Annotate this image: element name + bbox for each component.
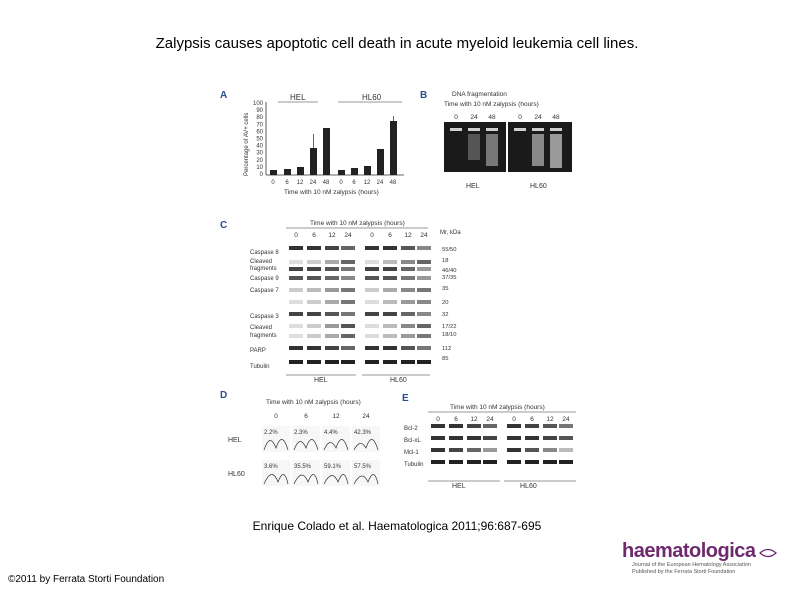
panel-c-mw-label: 20: [442, 300, 449, 306]
panel-d-histograms: [228, 426, 380, 486]
logo-mark-icon: [758, 546, 778, 560]
panel-c-band: [341, 334, 355, 338]
panel-c-row-label: Caspase 7: [250, 288, 279, 294]
panel-c-mw-label: 35: [442, 286, 449, 292]
panel-e-band: [525, 448, 539, 452]
panel-c-mw-label: 37/35: [442, 275, 457, 281]
panel-c-mw-label: 18/10: [442, 332, 457, 338]
panel-c-band: [289, 300, 303, 304]
panel-c-band: [341, 324, 355, 328]
panel-b-lane-label: 0: [454, 114, 458, 121]
panel-a-xtick: 48: [389, 180, 397, 186]
panel-e-band: [467, 448, 481, 452]
panel-c-band: [365, 334, 379, 338]
panel-c-letter: C: [220, 220, 228, 231]
panel-a-letter: A: [220, 90, 228, 101]
panel-b-letter: B: [420, 90, 428, 101]
panel-c-band: [289, 267, 303, 271]
panel-c-band: [401, 360, 415, 364]
panel-e-band: [559, 424, 573, 428]
panel-d-time-label: 0: [274, 413, 278, 420]
panel-a-ytick: 60: [256, 129, 263, 136]
panel-d-hl60-percent: 57.5%: [354, 464, 372, 470]
panel-c-band: [341, 260, 355, 264]
panel-c-band: [341, 300, 355, 304]
panel-c-band: [289, 324, 303, 328]
panel-e-band: [467, 424, 481, 428]
panel-e-blots: [431, 424, 573, 464]
panel-c-band: [365, 346, 379, 350]
panel-d-time-label: 6: [304, 413, 308, 420]
panel-c-band: [401, 288, 415, 292]
panel-c-band: [325, 276, 339, 280]
panel-c-row-label: Caspase 9: [250, 276, 279, 282]
panel-c-row-label: PARP: [250, 348, 266, 354]
panel-c-mw-label: 112: [442, 346, 452, 352]
panel-e-band: [431, 436, 445, 440]
panel-d-time-labels: [274, 413, 370, 420]
panel-c-band: [325, 260, 339, 264]
panel-c-band: [417, 260, 431, 264]
bar-hl60-24h: [377, 149, 384, 175]
panel-e-lane-label: 12: [470, 416, 478, 423]
panel-a-ylabel: Percentage of AV+ cells: [244, 112, 250, 176]
panel-e-row-label: Mcl-1: [404, 450, 419, 456]
panel-c-band: [341, 246, 355, 250]
panel-c-band: [325, 324, 339, 328]
panel-a-xticks: [271, 180, 397, 186]
panel-e-band: [483, 424, 497, 428]
panel-c-band: [341, 312, 355, 316]
panel-b-lane-label: 48: [488, 114, 496, 121]
panel-a-ytick: 20: [256, 157, 263, 164]
panel-c-mw-labels: [442, 247, 457, 362]
panel-b-lane-label: 0: [518, 114, 522, 121]
bar-hel-12h: [297, 167, 304, 175]
panel-e-lane-label: 12: [546, 416, 554, 423]
panel-e-band: [467, 436, 481, 440]
panel-a-xtick: 12: [296, 180, 304, 186]
panel-c-band: [325, 360, 339, 364]
panel-a-ytick: 90: [256, 108, 263, 115]
panel-e-group-hl60: HL60: [520, 483, 537, 490]
panel-e-band: [467, 460, 481, 464]
panel-c-mw-label: 46/40: [442, 268, 457, 274]
panel-c-band: [401, 324, 415, 328]
bar-hl60-48h: [390, 121, 397, 175]
panel-c-mw-label: 85: [442, 356, 449, 362]
panel-c-band: [289, 312, 303, 316]
panel-c-band: [383, 334, 397, 338]
panel-e-lane-label: 6: [530, 416, 534, 423]
panel-c-group-hel: HEL: [314, 377, 328, 384]
panel-e-lane-label: 24: [486, 416, 494, 423]
panel-a-ytick: 80: [256, 115, 263, 122]
panel-c-band: [289, 288, 303, 292]
panel-c-band: [417, 312, 431, 316]
panel-c-band: [307, 346, 321, 350]
panel-c-row-label: Cleaved: [250, 259, 273, 265]
panel-c-lane-label: 0: [294, 232, 298, 239]
panel-c-lane-label: 6: [312, 232, 316, 239]
journal-tagline: [632, 562, 782, 576]
panel-c-lane-label: 12: [328, 232, 336, 239]
journal-tagline-2: Published by the Ferrata Storti Foundation: [632, 569, 736, 575]
panel-c-lane-label: 0: [370, 232, 374, 239]
panel-e-row-label: Bcl-2: [404, 426, 418, 432]
panel-d-letter: D: [220, 390, 228, 401]
panel-e-band: [559, 460, 573, 464]
panel-e-band: [543, 424, 557, 428]
panel-c-band: [307, 246, 321, 250]
panel-c-band: [289, 246, 303, 250]
panel-e-band: [449, 460, 463, 464]
panel-c-band: [365, 267, 379, 271]
panel-c-lane-label: 6: [388, 232, 392, 239]
panel-c-band: [383, 300, 397, 304]
panel-e-band: [507, 424, 521, 428]
panel-c-band: [289, 346, 303, 350]
panel-a-xtick: 0: [339, 180, 343, 186]
panel-c-mw-label: 55/50: [442, 247, 457, 253]
bar-hl60-12h: [364, 166, 371, 175]
panel-a-ytick: 40: [256, 143, 263, 150]
panel-e-band: [449, 424, 463, 428]
panel-b-lane-label: 24: [470, 114, 478, 121]
panel-d-hl60-percent: 35.5%: [294, 464, 312, 470]
panel-d-hel-percent: 42.3%: [354, 430, 372, 436]
panel-a-group-hel: HEL: [290, 93, 306, 102]
panel-c-lane-label: 24: [344, 232, 352, 239]
panel-e-group-hel: HEL: [452, 483, 466, 490]
panel-c-band: [365, 300, 379, 304]
panel-c-mw-label: 32: [442, 312, 449, 318]
panel-c-band: [383, 267, 397, 271]
panel-c-band: [365, 276, 379, 280]
panel-c-band: [417, 267, 431, 271]
panel-c-band: [325, 312, 339, 316]
panel-c-band: [383, 312, 397, 316]
panel-c-band: [289, 260, 303, 264]
panel-b-group-hel: HEL: [466, 183, 480, 190]
panel-c-band: [341, 288, 355, 292]
panel-c-band: [341, 267, 355, 271]
panel-e-band: [507, 448, 521, 452]
panel-c-band: [383, 276, 397, 280]
panel-c-band: [401, 276, 415, 280]
panel-e-row-labels: [404, 426, 423, 468]
panel-c-band: [383, 246, 397, 250]
bar-hel-24h: [310, 148, 317, 175]
panel-c-mw-heading: Mr, kDa: [440, 230, 461, 236]
panel-a-group-hl60: HL60: [362, 93, 382, 102]
panel-a-xtick: 24: [376, 180, 384, 186]
panel-c-band: [417, 346, 431, 350]
panel-e-lane-label: 24: [562, 416, 570, 423]
panel-c-band: [417, 360, 431, 364]
panel-c-band: [289, 360, 303, 364]
figure-panel: [214, 84, 590, 498]
panel-c-band: [341, 360, 355, 364]
panel-e-letter: E: [402, 393, 409, 404]
bar-hel-0h: [270, 170, 277, 175]
panel-c-band: [365, 312, 379, 316]
panel-c-band: [383, 260, 397, 264]
panel-b-lane-label: 24: [534, 114, 542, 121]
panel-c-band: [307, 312, 321, 316]
panel-a-ytick: 50: [256, 136, 263, 143]
panel-d-hel-percent: 2.2%: [264, 430, 278, 436]
panel-d-hl60-percent: 3.6%: [264, 464, 278, 470]
panel-c-band: [417, 288, 431, 292]
panel-c-row-label: fragments: [250, 266, 277, 272]
panel-c-band: [401, 300, 415, 304]
panel-c-lane-label: 12: [404, 232, 412, 239]
panel-b-heading: DNA fragmentation: [452, 91, 507, 98]
panel-c-band: [417, 276, 431, 280]
panel-c-band: [325, 288, 339, 292]
panel-d-hel-percent: 2.3%: [294, 430, 308, 436]
panel-c-row-labels: [250, 250, 279, 370]
copyright: ©2011 by Ferrata Storti Foundation: [8, 574, 165, 585]
panel-c-band: [289, 276, 303, 280]
panel-e-band: [507, 460, 521, 464]
panel-c-band: [307, 267, 321, 271]
panel-c-band: [325, 334, 339, 338]
citation: Enrique Colado et al. Haematologica 2011;96:687-695: [252, 519, 542, 533]
bar-hl60-6h: [351, 168, 358, 175]
panel-e-band: [483, 460, 497, 464]
panel-c-band: [417, 246, 431, 250]
panel-c-band: [401, 267, 415, 271]
panel-e-band: [525, 436, 539, 440]
panel-e-lane-label: 0: [436, 416, 440, 423]
panel-c-band: [401, 346, 415, 350]
bar-hl60-0h: [338, 170, 345, 175]
panel-d-time-label: 24: [362, 413, 370, 420]
bar-hel-48h: [323, 128, 330, 175]
panel-e-band: [543, 436, 557, 440]
panel-b-subheading: Time with 10 nM zalypsis (hours): [444, 101, 539, 108]
panel-a-xtick: 12: [363, 180, 371, 186]
panel-e-band: [449, 436, 463, 440]
panel-c-band: [325, 346, 339, 350]
panel-e-band: [543, 448, 557, 452]
panel-c-band: [307, 334, 321, 338]
panel-e-row-label: Tubulin: [404, 462, 424, 468]
bar-hel-6h: [284, 169, 291, 175]
panel-c-band: [289, 334, 303, 338]
panel-e-band: [449, 448, 463, 452]
panel-a-xlabel: Time with 10 nM zalypsis (hours): [284, 189, 379, 196]
panel-c-band: [417, 324, 431, 328]
panel-c-band: [401, 260, 415, 264]
panel-a-xtick: 24: [309, 180, 317, 186]
panel-c-band: [401, 334, 415, 338]
panel-c-band: [307, 360, 321, 364]
panel-a-ytick: 70: [256, 122, 263, 129]
panel-c-group-hl60: HL60: [390, 377, 407, 384]
panel-c-row-label: Cleaved: [250, 325, 273, 331]
panel-d-hel-percent: 4.4%: [324, 430, 338, 436]
panel-c-band: [383, 288, 397, 292]
panel-c-band: [365, 360, 379, 364]
panel-e-band: [483, 436, 497, 440]
panel-e-lane-label: 6: [454, 416, 458, 423]
panel-c-mw-label: 18: [442, 258, 449, 264]
panel-c-band: [341, 346, 355, 350]
panel-c-band: [307, 288, 321, 292]
panel-c-band: [417, 334, 431, 338]
panel-d-time-label: 12: [332, 413, 340, 420]
panel-c-band: [383, 360, 397, 364]
panel-c-band: [383, 324, 397, 328]
panel-e-lane-label: 0: [512, 416, 516, 423]
panel-c-band: [307, 276, 321, 280]
panel-e-lane-labels: [436, 416, 570, 423]
panel-b-lane-label: 48: [552, 114, 560, 121]
slide-title: Zalypsis causes apoptotic cell death in acute myeloid leukemia cell lines.: [155, 35, 639, 52]
panel-c-band: [341, 276, 355, 280]
panel-d-row-label-hl60: HL60: [228, 471, 245, 478]
panel-e-band: [483, 448, 497, 452]
panel-c-band: [383, 346, 397, 350]
panel-c-blots: [289, 246, 431, 364]
panel-c-mw-label: 17/22: [442, 324, 457, 330]
panel-c-row-label: Caspase 3: [250, 314, 279, 320]
journal-tagline-1: Journal of the European Hematology Association: [632, 562, 751, 568]
journal-logo: haematologica: [622, 540, 756, 562]
panel-e-band: [559, 448, 573, 452]
panel-e-band: [559, 436, 573, 440]
panel-b-group-hl60: HL60: [530, 183, 547, 190]
panel-a-xtick: 48: [322, 180, 330, 186]
panel-e-band: [525, 460, 539, 464]
panel-a-ytick: 100: [252, 101, 263, 107]
panel-c-band: [325, 267, 339, 271]
panel-e-band: [431, 460, 445, 464]
panel-a-xtick: 6: [352, 180, 356, 186]
panel-c-band: [307, 260, 321, 264]
panel-c-row-label: Caspase 8: [250, 250, 279, 256]
panel-c-lane-labels: [294, 232, 428, 239]
panel-c-band: [307, 324, 321, 328]
panel-c-band: [365, 260, 379, 264]
panel-d-hl60-percent: 59.1%: [324, 464, 342, 470]
panel-c-lane-label: 24: [420, 232, 428, 239]
panel-c-band: [365, 288, 379, 292]
panel-a-ytick: 30: [256, 150, 263, 157]
panel-c-band: [401, 312, 415, 316]
panel-e-band: [507, 436, 521, 440]
panel-c-heading: Time with 10 nM zalypsis (hours): [310, 220, 405, 227]
panel-c-band: [417, 300, 431, 304]
panel-e-row-label: Bcl-xL: [404, 438, 421, 444]
panel-d-row-label-hel: HEL: [228, 437, 242, 444]
panel-a-xtick: 0: [271, 180, 275, 186]
panel-c-band: [325, 246, 339, 250]
panel-a-xtick: 6: [285, 180, 289, 186]
panel-c-band: [401, 246, 415, 250]
panel-e-band: [431, 448, 445, 452]
panel-c-band: [325, 300, 339, 304]
panel-c-row-label: Tubulin: [250, 364, 270, 370]
panel-e-band: [525, 424, 539, 428]
panel-e-band: [543, 460, 557, 464]
panel-c-band: [365, 246, 379, 250]
panel-d-heading: Time with 10 nM zalypsis (hours): [266, 399, 361, 406]
panel-c-band: [365, 324, 379, 328]
panel-c-band: [307, 300, 321, 304]
panel-a-ytick: 10: [256, 164, 263, 171]
panel-b-lane-labels: [454, 114, 560, 121]
panel-e-band: [431, 424, 445, 428]
panel-a-yticks: [253, 101, 264, 178]
panel-c-row-label: fragments: [250, 333, 277, 339]
panel-a-ytick: 0: [259, 172, 263, 178]
panel-e-heading: Time with 10 nM zalypsis (hours): [450, 404, 545, 411]
